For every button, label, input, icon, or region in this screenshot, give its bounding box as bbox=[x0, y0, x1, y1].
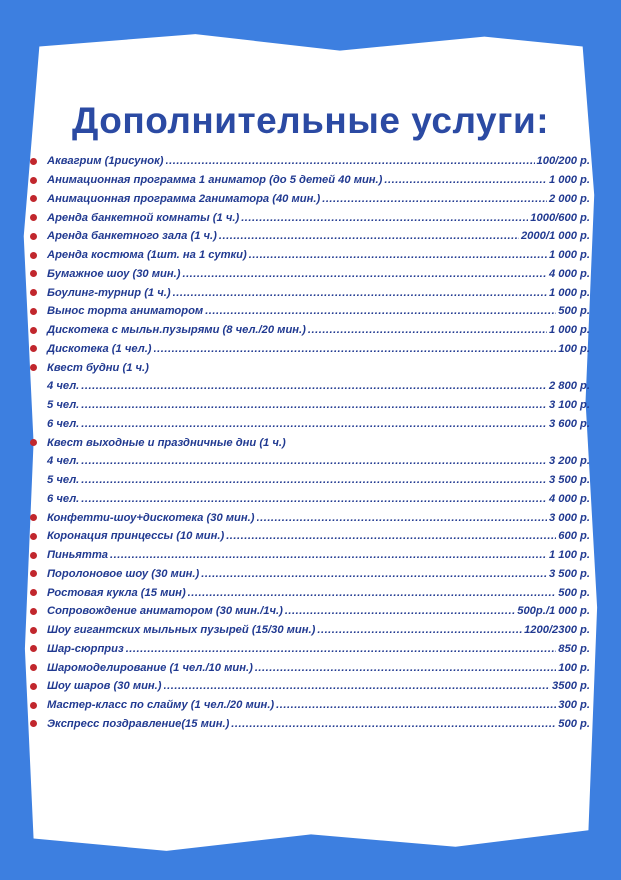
dot-leader bbox=[81, 398, 547, 412]
item-name: Квест выходные и праздничные дни (1 ч.) bbox=[47, 436, 286, 449]
list-item bbox=[30, 546, 590, 565]
item-price: 2 800 р. bbox=[548, 380, 590, 393]
bullet-icon bbox=[30, 195, 37, 202]
item-price: 500 р. bbox=[558, 717, 590, 730]
item-price: 2000/1 000 р. bbox=[520, 230, 590, 243]
dot-leader bbox=[166, 154, 535, 168]
item-price: 3 500 р. bbox=[548, 474, 590, 487]
dot-leader bbox=[81, 417, 547, 431]
list-item bbox=[30, 152, 590, 171]
list-item bbox=[30, 471, 590, 490]
item-price: 500 р. bbox=[558, 586, 590, 599]
item-name: Вынос торта аниматором bbox=[47, 305, 204, 318]
item-price: 100 р. bbox=[558, 342, 590, 355]
list-item bbox=[30, 377, 590, 396]
item-name: 5 чел. bbox=[47, 399, 80, 412]
item-name: Боулинг-турнир (1 ч.) bbox=[47, 286, 171, 299]
dot-leader bbox=[81, 454, 547, 468]
bullet-icon bbox=[30, 345, 37, 352]
list-item bbox=[30, 658, 590, 677]
list-item bbox=[30, 527, 590, 546]
item-price: 300 р. bbox=[558, 699, 590, 712]
item-name: Анимационная программа 2аниматора (40 мин.) bbox=[47, 192, 321, 205]
dot-leader bbox=[276, 698, 556, 712]
item-price: 1 000 р. bbox=[548, 324, 590, 337]
item-name: Аквагрим (1рисунок) bbox=[47, 155, 164, 168]
dot-leader bbox=[231, 717, 556, 731]
dot-leader bbox=[182, 267, 546, 281]
dot-leader bbox=[81, 473, 547, 487]
list-item bbox=[30, 283, 590, 302]
bullet-icon bbox=[30, 627, 37, 634]
item-price: 2 000 р. bbox=[548, 192, 590, 205]
bullet-icon bbox=[30, 589, 37, 596]
item-name: Квест будни (1 ч.) bbox=[47, 361, 149, 374]
bullet-icon bbox=[30, 608, 37, 615]
dot-leader bbox=[257, 511, 547, 525]
section-heading bbox=[30, 433, 590, 452]
item-name: Дискотека (1 чел.) bbox=[47, 342, 152, 355]
dot-leader bbox=[317, 623, 522, 637]
list-item bbox=[30, 265, 590, 284]
list-item bbox=[30, 246, 590, 265]
bullet-icon bbox=[30, 552, 37, 559]
bullet-icon bbox=[30, 158, 37, 165]
dot-leader bbox=[249, 248, 547, 262]
bullet-icon bbox=[30, 514, 37, 521]
bullet-icon bbox=[30, 645, 37, 652]
bullet-icon bbox=[30, 702, 37, 709]
bullet-icon bbox=[30, 720, 37, 727]
dot-leader bbox=[201, 567, 547, 581]
bullet-icon bbox=[30, 233, 37, 240]
list-item bbox=[30, 508, 590, 527]
dot-leader bbox=[173, 286, 547, 300]
dot-leader bbox=[308, 323, 547, 337]
item-name: Конфетти-шоу+дискотека (30 мин.) bbox=[47, 511, 255, 524]
item-price: 850 р. bbox=[558, 642, 590, 655]
item-name: Сопровождение аниматором (30 мин./1ч.) bbox=[47, 605, 283, 618]
item-name: 5 чел. bbox=[47, 474, 80, 487]
list-item bbox=[30, 190, 590, 209]
item-price: 1 000 р. bbox=[548, 249, 590, 262]
dot-leader bbox=[219, 229, 519, 243]
list-item bbox=[30, 640, 590, 659]
bullet-icon bbox=[30, 177, 37, 184]
dot-leader bbox=[164, 679, 551, 693]
price-list bbox=[30, 152, 590, 733]
item-price: 3 200 р. bbox=[548, 455, 590, 468]
item-name: 4 чел. bbox=[47, 455, 80, 468]
list-item bbox=[30, 415, 590, 434]
list-item bbox=[30, 396, 590, 415]
list-item bbox=[30, 565, 590, 584]
bullet-icon bbox=[30, 327, 37, 334]
bullet-icon bbox=[30, 270, 37, 277]
list-item bbox=[30, 302, 590, 321]
bullet-icon bbox=[30, 683, 37, 690]
dot-leader bbox=[154, 342, 557, 356]
list-item bbox=[30, 171, 590, 190]
page-title: Дополнительные услуги: bbox=[71, 100, 550, 141]
item-name: Аренда банкетного зала (1 ч.) bbox=[47, 230, 217, 243]
bullet-icon bbox=[30, 252, 37, 259]
bullet-icon bbox=[30, 308, 37, 315]
list-item bbox=[30, 677, 590, 696]
list-item bbox=[30, 602, 590, 621]
bullet-icon bbox=[30, 289, 37, 296]
item-name: Ростовая кукла (15 мин) bbox=[47, 586, 186, 599]
list-item bbox=[30, 208, 590, 227]
bullet-icon bbox=[30, 364, 37, 371]
list-item bbox=[30, 583, 590, 602]
item-price: 100 р. bbox=[558, 661, 590, 674]
item-price: 1000/600 р. bbox=[530, 211, 590, 224]
item-name: 6 чел. bbox=[47, 417, 80, 430]
bullet-icon bbox=[30, 214, 37, 221]
item-price: 3 000 р. bbox=[548, 511, 590, 524]
item-price: 1200/2300 р. bbox=[524, 624, 590, 637]
dot-leader bbox=[110, 548, 547, 562]
item-price: 3 600 р. bbox=[548, 417, 590, 430]
dot-leader bbox=[126, 642, 557, 656]
dot-leader bbox=[226, 529, 556, 543]
item-name: Поролоновое шоу (30 мин.) bbox=[47, 567, 200, 580]
bullet-icon bbox=[30, 533, 37, 540]
item-price: 500 р. bbox=[558, 305, 590, 318]
dot-leader bbox=[81, 492, 547, 506]
dot-leader bbox=[205, 304, 556, 318]
dot-leader bbox=[81, 379, 547, 393]
item-price: 100/200 р. bbox=[536, 155, 590, 168]
item-name: Шоу гигантских мыльных пузырей (15/30 мин.) bbox=[47, 624, 316, 637]
bullet-icon bbox=[30, 439, 37, 446]
item-price: 600 р. bbox=[558, 530, 590, 543]
item-price: 3500 р. bbox=[552, 680, 590, 693]
bullet-icon bbox=[30, 664, 37, 671]
item-name: Анимационная программа 1 аниматор (до 5 детей 40 мин.) bbox=[47, 174, 383, 187]
item-name: Шоу шаров (30 мин.) bbox=[47, 680, 162, 693]
list-item bbox=[30, 227, 590, 246]
list-item bbox=[30, 490, 590, 509]
list-item bbox=[30, 621, 590, 640]
item-name: Дискотека с мыльн.пузырями (8 чел./20 мин.) bbox=[47, 324, 306, 337]
section-heading bbox=[30, 358, 590, 377]
item-price: 1 100 р. bbox=[548, 549, 590, 562]
item-name: Коронация принцессы (10 мин.) bbox=[47, 530, 225, 543]
item-name: Шаромоделирование (1 чел./10 мин.) bbox=[47, 661, 253, 674]
item-price: 3 100 р. bbox=[548, 399, 590, 412]
list-item bbox=[30, 340, 590, 359]
list-item bbox=[30, 715, 590, 734]
item-name: Мастер-класс по слайму (1 чел./20 мин.) bbox=[47, 699, 275, 712]
item-name: Аренда костюма (1шт. на 1 сутки) bbox=[47, 249, 247, 262]
list-item bbox=[30, 696, 590, 715]
list-item bbox=[30, 321, 590, 340]
list-item bbox=[30, 452, 590, 471]
dot-leader bbox=[322, 192, 547, 206]
item-price: 500р./1 000 р. bbox=[517, 605, 590, 618]
item-name: Бумажное шоу (30 мин.) bbox=[47, 267, 181, 280]
dot-leader bbox=[188, 586, 557, 600]
dot-leader bbox=[384, 173, 547, 187]
item-name: Шар-сюрприз bbox=[47, 642, 124, 655]
dot-leader bbox=[285, 604, 515, 618]
dot-leader bbox=[241, 211, 528, 225]
item-name: 6 чел. bbox=[47, 492, 80, 505]
item-name: Экспресс поздравление(15 мин.) bbox=[47, 717, 230, 730]
item-price: 1 000 р. bbox=[548, 286, 590, 299]
item-price: 1 000 р. bbox=[548, 174, 590, 187]
bullet-icon bbox=[30, 570, 37, 577]
item-name: 4 чел. bbox=[47, 380, 80, 393]
item-price: 4 000 р. bbox=[548, 267, 590, 280]
item-price: 3 500 р. bbox=[548, 567, 590, 580]
dot-leader bbox=[255, 661, 556, 675]
item-name: Аренда банкетной комнаты (1 ч.) bbox=[47, 211, 240, 224]
item-price: 4 000 р. bbox=[548, 492, 590, 505]
item-name: Пиньятта bbox=[47, 549, 108, 562]
